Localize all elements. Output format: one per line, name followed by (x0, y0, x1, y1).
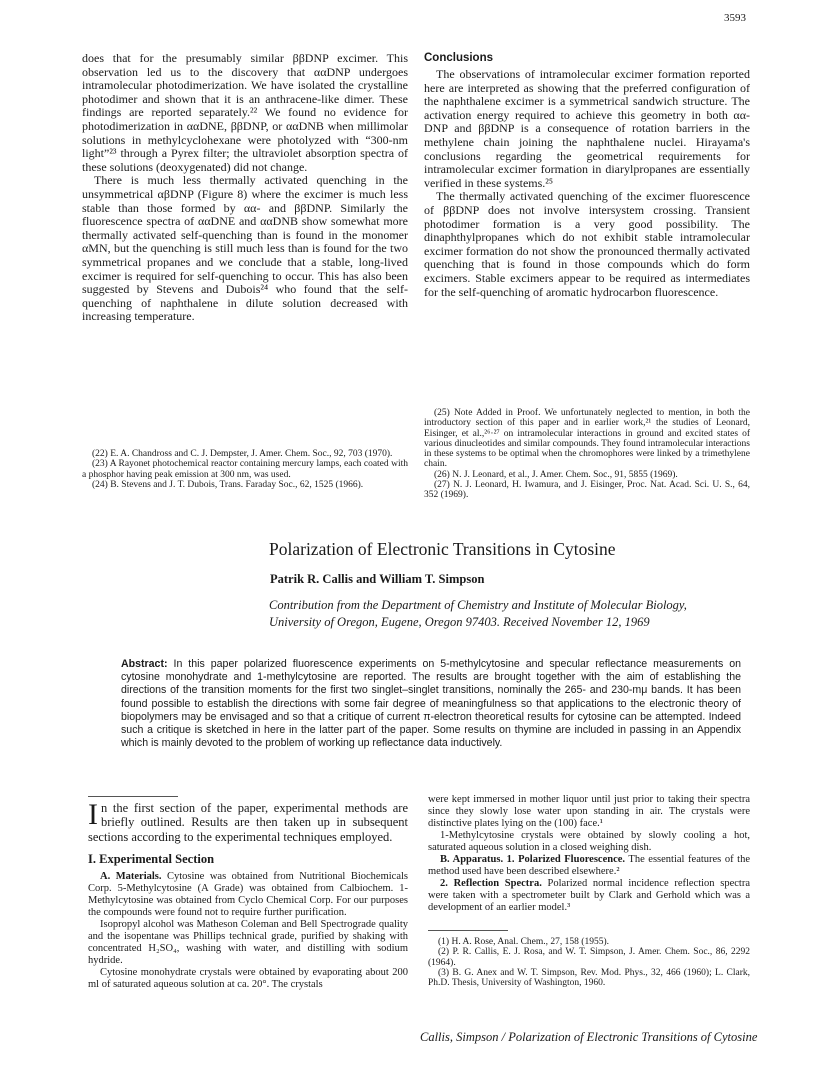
affiliation-line: Contribution from the Department of Chemistry and Institute of Molecular Biology, (269, 598, 687, 612)
footnote: (1) H. A. Rose, Anal. Chem., 27, 158 (1955). (438, 937, 609, 947)
footnote: (23) A Rayonet photochemical reactor containing mercury lamps, each coated with a phosphor having peak emission at 300 nm, was used. (82, 459, 408, 480)
affiliation-line: University of Oregon, Eugene, Oregon 97403. Received November 12, 1969 (269, 615, 650, 629)
body-paragraph: 1-Methylcytosine crystals were obtained by slowly cooling a hot, saturated aqueous solution in a closed weighing dish. (428, 830, 750, 853)
page-number: 3593 (724, 12, 746, 24)
top-left-footnotes (82, 449, 408, 490)
bottom-right-footnotes (428, 930, 750, 988)
body-paragraph: Cytosine monohydrate crystals were obtained by evaporating about 200 ml of saturated aqueous solution at ca. 20°. The crystals (88, 966, 408, 990)
body-text: Cytosine was obtained from Nutritional Biochemicals Corp. 5-Methylcytosine (A Grade) was obtained from Calbiochem. 1-Methylcytosine was obtained from Cyclo Chemical Corp. For our purposes the compounds were found not to require further purification. (88, 870, 408, 918)
article-title: Polarization of Electronic Transitions in Cytosine (269, 539, 616, 559)
bottom-left-column (88, 796, 408, 991)
footnote: (26) N. J. Leonard, et al., J. Amer. Chem. Soc., 91, 5855 (1969). (434, 469, 678, 480)
running-footer: Callis, Simpson / Polarization of Electronic Transitions of Cytosine (420, 1030, 758, 1044)
subsection-label: 2. Reflection Spectra. (440, 878, 542, 889)
bottom-right-column (428, 794, 750, 914)
article-authors: Patrik R. Callis and William T. Simpson (270, 572, 485, 586)
article-affiliation (269, 597, 769, 631)
footnote: (22) E. A. Chandross and C. J. Dempster, J. Amer. Chem. Soc., 92, 703 (1970). (92, 449, 393, 459)
subsection-label: B. Apparatus. 1. Polarized Fluorescence. (440, 854, 626, 865)
intro-text: n the first section of the paper, experimental methods are briefly outlined. Results are then taken up in subsequent sections according to the experimental techniques employed. (88, 801, 408, 844)
footnote: (27) N. J. Leonard, H. Iwamura, and J. Eisinger, Proc. Nat. Acad. Sci. U. S., 64, 352 (1969). (424, 480, 750, 501)
top-left-column (82, 52, 408, 324)
body-paragraph: The observations of intramolecular excimer formation reported here are interpreted as showing that the preferred configuration of the naphthalene excimer is a symmetrical sandwich structure. The activation energy required to achieve this geometry in both αα-DNP and ββDNP is a consequence of rotation barriers in the methylene chain joining the naphthalene nuclei. Hirayama's conclusions regarding the geometrical requirements for intramolecular excimer formation in diarylpropanes are essentially verified in these systems.²⁵ (424, 67, 750, 190)
subsection-label: A. Materials. (100, 870, 162, 882)
body-paragraph: does that for the presumably similar ββDNP excimer. This observation led us to the discovery that ααDNP undergoes intramolecular photodimerization. We have isolated the crystalline photodimer and shown that it is an anthracene-like dimer. These findings are reported separately.²² We found no evidence for photodimerization in ααDNE, ββDNP, or ααDNB when millimolar solutions in methylcyclohexane were photolyzed with “300-nm light”²³ through a Pyrex filter; the ultraviolet absorption spectra of these solutions (deoxygenated) did not change. (82, 51, 408, 174)
footnote: (25) Note Added in Proof. We unfortunately neglected to mention, in both the introductory section of this paper and in earlier work,²¹ the studies of Leonard, Eisinger, et al.,²⁶·²⁷ on intramolecular interactions in ground and excited states of various dinucleotides and similar compounds. They found intramolecular interactions in these systems to be optimal when the chromophores were linked by a trimethylene chain. (424, 408, 750, 470)
abstract-label: Abstract: (121, 658, 168, 670)
section-heading: I. Experimental Section (88, 851, 215, 866)
footnote: (24) B. Stevens and J. T. Dubois, Trans. Faraday Soc., 62, 1525 (1966). (92, 479, 364, 490)
body-paragraph: were kept immersed in mother liquor until just prior to taking their spectra since they slowly lose water upon standing in air. The crystals were distinctive plates lying on the (100) face.¹ (428, 794, 750, 829)
abstract-text: In this paper polarized fluorescence experiments on 5-methylcytosine and specular reflectance measurements on cytosine monohydrate and 1-methylcytosine are reported. The results are brought together with the aim of establishing the directions of the transition moments for the first two singlet–singlet transitions, nominally the 265- and 230-mμ bands. It has been found possible to establish the directions with some fair degree of meaningfulness so that applications to the electronic theory of biopolymers may be envisaged and so that a critique of current π-electron theoretical results for cytosine can be attempted. Indeed such a critique is sketched in here in the latter part of the paper. Some results on thymine are included in passing in an Appendix which is mainly devoted to the problem of working up reflectance data inductively. (121, 658, 741, 750)
body-text: The essential features of the method used have been described elsewhere.² (428, 854, 750, 877)
body-text: Polarized normal incidence reflection spectra were taken with a spectrometer built by Clark and Gerhold which was a development of an earlier model.³ (428, 878, 750, 913)
top-right-column (424, 52, 750, 299)
divider (88, 796, 178, 797)
drop-cap: I (88, 798, 98, 831)
footnote: (3) B. G. Anex and W. T. Simpson, Rev. Mod. Phys., 32, 466 (1960); L. Clark, Ph.D. Thesis, University of Washington, 1960. (428, 967, 750, 989)
footnote: (2) P. R. Callis, E. J. Rosa, and W. T. Simpson, J. Amer. Chem. Soc., 86, 2292 (1964). (428, 947, 750, 968)
body-paragraph: Isopropyl alcohol was Matheson Coleman and Bell Spectrograde quality and the isopentane was Phillips technical grade, purified by shaking with concentrated H₂SO₄, washing with water, and distilling with sodium hydride. (88, 918, 408, 966)
body-paragraph: The thermally activated quenching of the excimer fluorescence of ββDNP does not involve intersystem crossing. Transient photodimer formation is a very good possibility. The dinaphthylpropanes which do not exhibit stable intramolecular excimer formation do not show the pronounced thermally activated quenching that is found in those compounds which do form excimers. Stable excimers appear to be required as intermediates for the self-quenching of aromatic hydrocarbon fluorescence. (424, 189, 750, 299)
conclusions-heading: Conclusions (424, 52, 494, 64)
abstract (121, 658, 741, 750)
body-paragraph: There is much less thermally activated quenching in the unsymmetrical αβDNP (Figure 8) where the excimer is much less stable than those formed by αα- and ββDNP. Similarly the fluorescence spectra of ααDNE and ααDNB show somewhat more thermally activated self-quenching than is found in the monomer αMN, but the quenching is still much less than is found for the two symmetrical propanes and we conclude that a stable, long-lived excimer is required for self-quenching to occur. This has also been suggested by Stevens and Dubois²⁴ who found that the self-quenching of naphthalene in dilute solution decreased with increasing temperature. (82, 173, 408, 324)
top-right-footnotes (424, 408, 750, 501)
footnote-divider (428, 930, 508, 931)
